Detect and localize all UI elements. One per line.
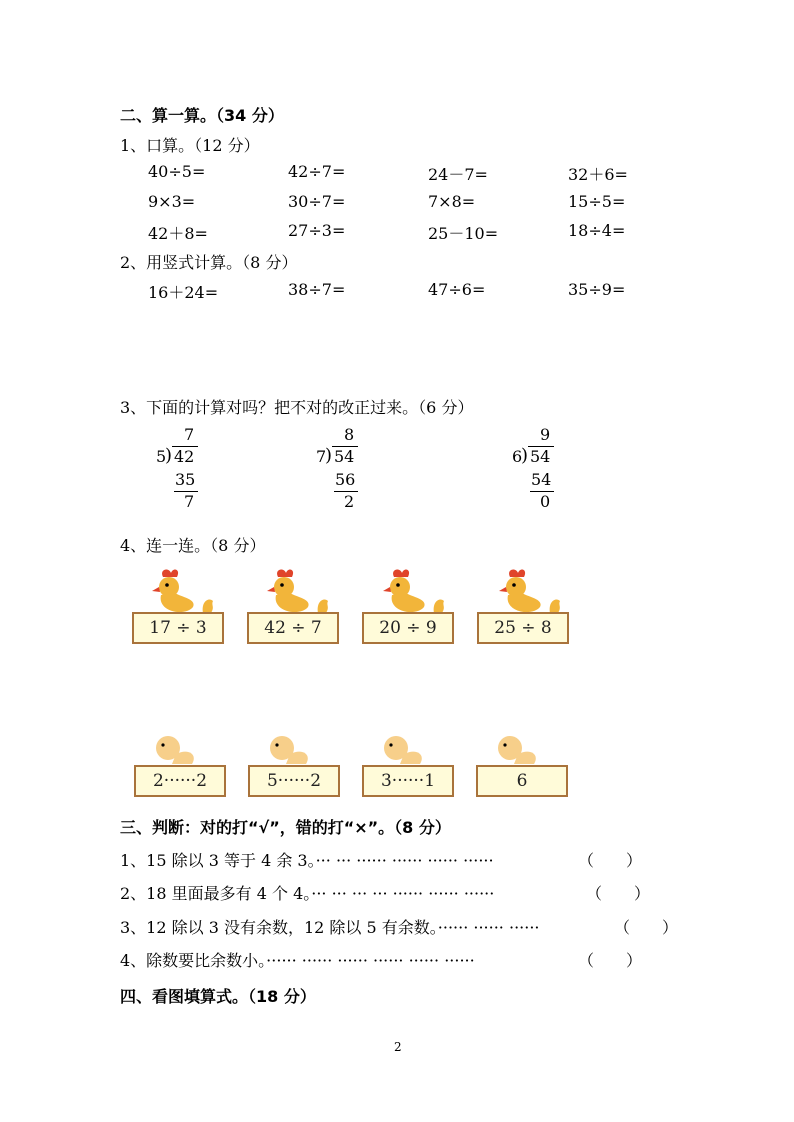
judgment-item: 3、12 除以 3 没有余数，12 除以 5 有余数。······ ······ ······ <box>120 918 540 937</box>
quotient: 8 <box>344 425 355 444</box>
quotient: 9 <box>540 425 551 444</box>
calc-item: 7×8= <box>428 192 476 211</box>
vertical-calc-item: 16＋24= <box>148 283 219 302</box>
hen-card[interactable]: 42 ÷ 7 <box>247 612 339 644</box>
answer-paren[interactable]: （ ） <box>614 918 679 937</box>
hen-icon <box>145 567 225 617</box>
vertical-calc-item: 35÷9= <box>568 280 626 299</box>
division-bracket: ) <box>165 445 173 466</box>
calc-item: 30÷7= <box>288 192 346 211</box>
answer-paren[interactable]: （ ） <box>586 884 651 903</box>
division-bracket: ) <box>325 445 333 466</box>
q4-title: 4、连一连。（8 分） <box>120 536 266 555</box>
judgment-item: 2、18 里面最多有 4 个 4。··· ··· ··· ··· ······ ······ ······ <box>120 884 495 903</box>
calc-item: 27÷3= <box>288 221 346 240</box>
calc-item: 25－10= <box>428 224 499 243</box>
q1-title: 1、口算。（12 分） <box>120 136 260 155</box>
long-division-3 <box>512 425 572 515</box>
product: 56 <box>335 470 356 489</box>
divisor: 5 <box>156 447 167 466</box>
dividend: 54 <box>334 447 355 466</box>
remainder: 0 <box>540 492 551 511</box>
section-2-title: 二、算一算。（34 分） <box>120 106 284 125</box>
hen-icon <box>492 567 572 617</box>
remainder: 7 <box>184 492 195 511</box>
calc-item: 15÷5= <box>568 192 626 211</box>
chick-icon <box>376 732 436 768</box>
vertical-calc-item: 47÷6= <box>428 280 486 299</box>
division-bracket: ) <box>521 445 529 466</box>
long-division-1 <box>156 425 216 515</box>
q3-title: 3、下面的计算对吗？把不对的改正过来。（6 分） <box>120 398 474 417</box>
long-division-2 <box>316 425 376 515</box>
divisor: 7 <box>316 447 327 466</box>
dividend: 42 <box>174 447 195 466</box>
remainder: 2 <box>344 492 355 511</box>
section-3-title: 三、判断：对的打“√”，错的打“×”。（8 分） <box>120 818 451 837</box>
divisor: 6 <box>512 447 523 466</box>
hen-card[interactable]: 20 ÷ 9 <box>362 612 454 644</box>
chick-card[interactable]: 3······1 <box>362 765 454 797</box>
judgment-item: 4、除数要比余数小。······ ······ ······ ······ ······ ······ <box>120 951 475 970</box>
calc-item: 24－7= <box>428 165 488 184</box>
matching-picture <box>120 562 588 798</box>
chick-icon <box>490 732 550 768</box>
calc-item: 42＋8= <box>148 224 208 243</box>
hen-card[interactable]: 17 ÷ 3 <box>132 612 224 644</box>
quotient: 7 <box>184 425 195 444</box>
calc-item: 18÷4= <box>568 221 626 240</box>
chick-icon <box>148 732 208 768</box>
vertical-calc-item: 38÷7= <box>288 280 346 299</box>
calc-item: 32＋6= <box>568 165 628 184</box>
calc-item: 42÷7= <box>288 162 346 181</box>
hen-icon <box>376 567 456 617</box>
q2-title: 2、用竖式计算。（8 分） <box>120 253 298 272</box>
calc-item: 40÷5= <box>148 162 206 181</box>
answer-paren[interactable]: （ ） <box>578 951 643 970</box>
section-4-title: 四、看图填算式。（18 分） <box>120 987 316 1006</box>
answer-paren[interactable]: （ ） <box>578 851 643 870</box>
judgment-item: 1、15 除以 3 等于 4 余 3。··· ··· ······ ······ ······ ······ <box>120 851 494 870</box>
product: 54 <box>531 470 552 489</box>
chick-card[interactable]: 6 <box>476 765 568 797</box>
chick-card[interactable]: 5······2 <box>248 765 340 797</box>
product: 35 <box>175 470 196 489</box>
chick-icon <box>262 732 322 768</box>
dividend: 54 <box>530 447 551 466</box>
hen-card[interactable]: 25 ÷ 8 <box>477 612 569 644</box>
hen-icon <box>260 567 340 617</box>
chick-card[interactable]: 2······2 <box>134 765 226 797</box>
calc-item: 9×3= <box>148 192 196 211</box>
page-number: 2 <box>394 1040 402 1054</box>
